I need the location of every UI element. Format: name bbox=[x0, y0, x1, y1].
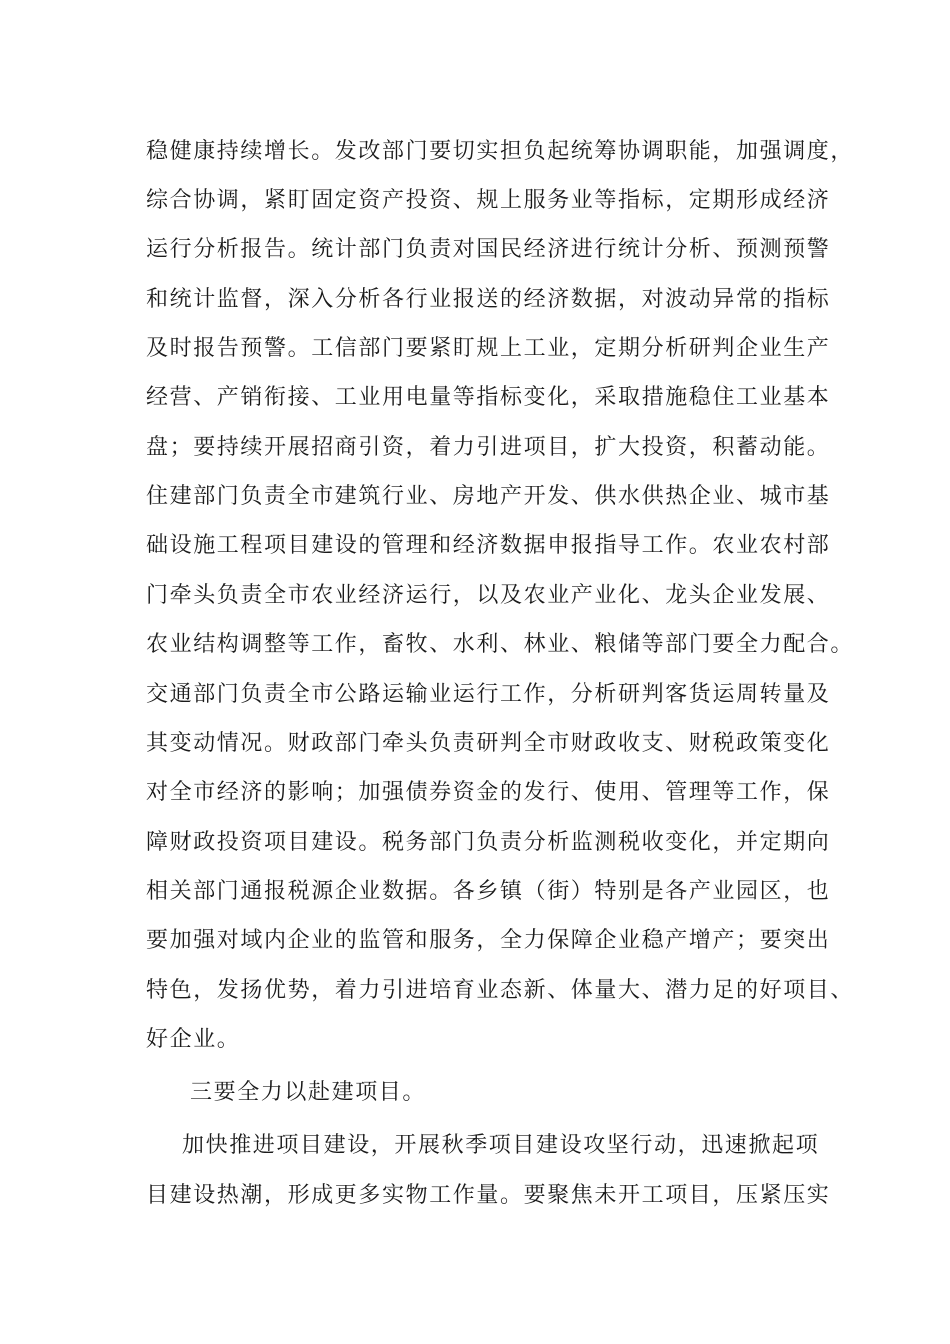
paragraph-line: 础设施工程项目建设的管理和经济数据申报指导工作。农业农村部 bbox=[146, 533, 831, 558]
paragraph-line: 目建设热潮，形成更多实物工作量。要聚焦未开工项目，压紧压实 bbox=[146, 1183, 831, 1208]
paragraph-line: 交通部门负责全市公路运输业运行工作，分析研判客货运周转量及 bbox=[146, 682, 831, 707]
paragraph-line: 和统计监督，深入分析各行业报送的经济数据，对波动异常的指标 bbox=[146, 287, 831, 312]
paragraph-line: 盘；要持续开展招商引资，着力引进项目，扩大投资，积蓄动能。 bbox=[146, 435, 831, 460]
paragraph-line: 综合协调，紧盯固定资产投资、规上服务业等指标，定期形成经济 bbox=[146, 188, 831, 213]
paragraph-line: 门牵头负责全市农业经济运行，以及农业产业化、龙头企业发展、 bbox=[146, 583, 831, 608]
paragraph-line: 加快推进项目建设，开展秋季项目建设攻坚行动，迅速掀起项 bbox=[182, 1133, 820, 1158]
paragraph-line: 对全市经济的影响；加强债券资金的发行、使用、管理等工作，保 bbox=[146, 780, 831, 805]
paragraph-line: 特色，发扬优势，着力引进培育业态新、体量大、潜力足的好项目、 bbox=[146, 978, 855, 1003]
paragraph-line: 稳健康持续增长。发改部门要切实担负起统筹协调职能，加强调度， bbox=[146, 139, 855, 164]
paragraph-line: 相关部门通报税源企业数据。各乡镇（街）特别是各产业园区，也 bbox=[146, 879, 831, 904]
paragraph-line: 好企业。 bbox=[146, 1027, 241, 1052]
paragraph-line: 住建部门负责全市建筑行业、房地产开发、供水供热企业、城市基 bbox=[146, 484, 831, 509]
paragraph-line: 农业结构调整等工作，畜牧、水利、林业、粮储等部门要全力配合。 bbox=[146, 632, 855, 657]
paragraph-line: 要加强对域内企业的监管和服务，全力保障企业稳产增产；要突出 bbox=[146, 928, 831, 953]
paragraph-line: 及时报告预警。工信部门要紧盯规上工业，定期分析研判企业生产 bbox=[146, 336, 831, 361]
paragraph-line: 其变动情况。财政部门牵头负责研判全市财政收支、财税政策变化 bbox=[146, 731, 831, 756]
paragraph-line: 运行分析报告。统计部门负责对国民经济进行统计分析、预测预警 bbox=[146, 237, 831, 262]
section-heading: 三要全力以赴建项目。 bbox=[190, 1080, 427, 1105]
paragraph-line: 经营、产销衔接、工业用电量等指标变化，采取措施稳住工业基本 bbox=[146, 385, 831, 410]
paragraph-line: 障财政投资项目建设。税务部门负责分析监测税收变化，并定期向 bbox=[146, 830, 831, 855]
